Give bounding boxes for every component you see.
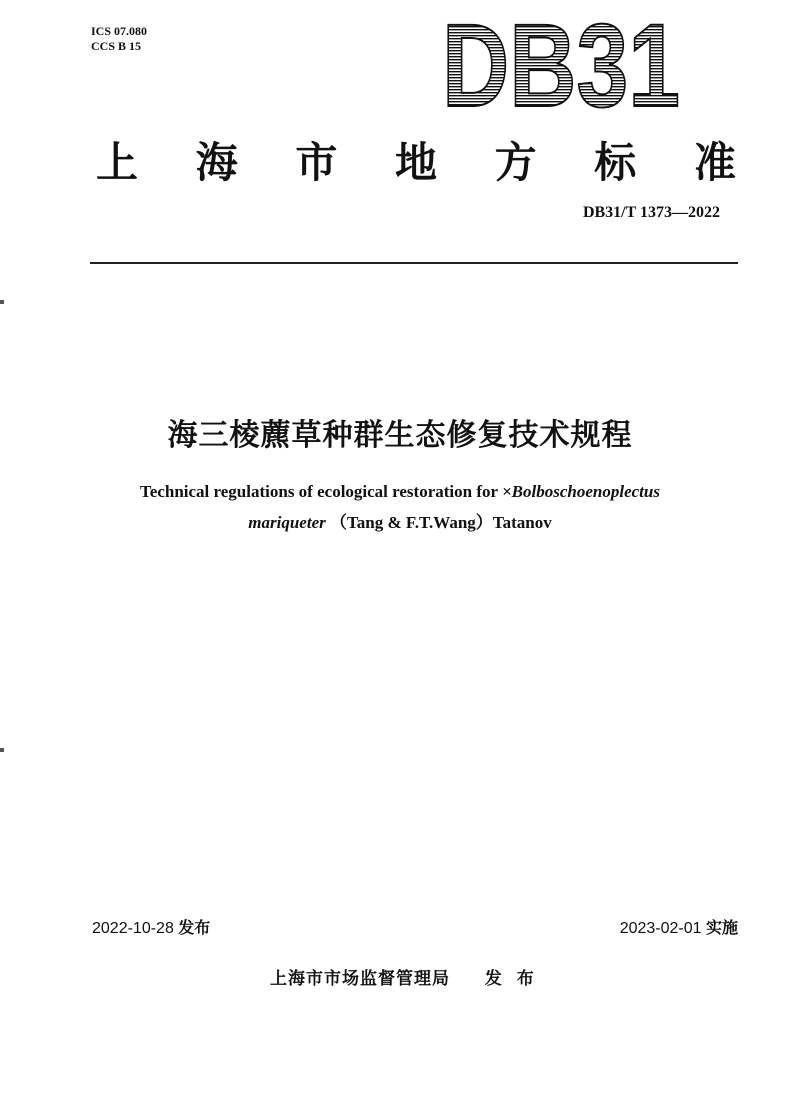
- issuer-action: 发 布: [484, 969, 535, 989]
- ics-code: ICS 07.080: [91, 24, 148, 38]
- ccs-code: CCS B 15: [91, 39, 142, 53]
- english-title-prefix: Technical regulations of ecological restoration for: [140, 482, 498, 501]
- standard-type-char: 地: [394, 138, 437, 187]
- scan-mark: [0, 748, 4, 752]
- standard-type-char: 方: [494, 138, 537, 187]
- standard-type-char: 海: [195, 138, 238, 187]
- implement-date-value: 2023-02-01: [619, 920, 702, 937]
- implement-date: [620, 915, 738, 938]
- publish-label: 发布: [178, 920, 211, 937]
- svg-text:DB31: DB31: [442, 0, 680, 132]
- issuer-name: 上海市市场监督管理局: [270, 969, 450, 989]
- document-title-english-line2: [0, 508, 800, 533]
- publish-date: [92, 915, 210, 938]
- implement-label: 实施: [705, 920, 738, 937]
- standard-type-char: 市: [295, 138, 338, 187]
- classification-codes: [91, 24, 147, 54]
- standard-type-char: 上: [96, 138, 139, 187]
- standard-type-title: [96, 130, 736, 190]
- species-name-genus: ×Bolboschoenoplectus: [502, 482, 660, 501]
- publish-date-value: 2022-10-28: [92, 920, 174, 937]
- standard-number: DB31/T 1373—2022: [582, 204, 720, 221]
- standard-type-char: 标: [594, 138, 637, 187]
- document-title-english-line1: [0, 482, 800, 502]
- issuing-authority: [270, 964, 535, 989]
- db31-logo: [442, 0, 682, 132]
- species-name-epithet: mariqueter: [248, 513, 326, 532]
- header-divider: [90, 262, 738, 264]
- standard-type-char: 准: [693, 138, 736, 187]
- document-title-chinese: 海三棱藨草种群生态修复技术规程: [167, 418, 633, 453]
- scan-mark: [0, 300, 4, 304]
- species-authority: （Tang & F.T.Wang）Tatanov: [329, 513, 552, 532]
